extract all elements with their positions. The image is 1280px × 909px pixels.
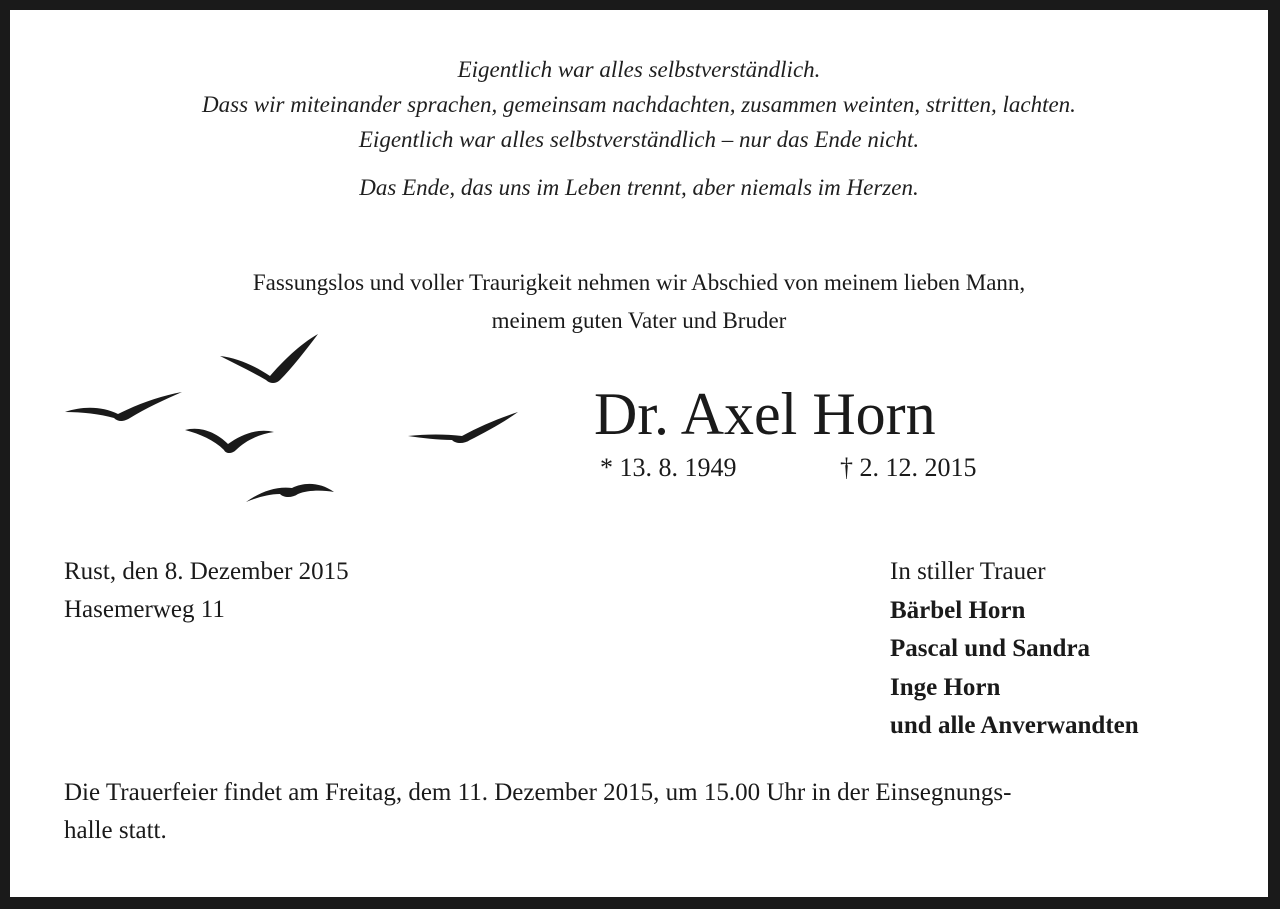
intro-line: meinem guten Vater und Bruder	[491, 308, 787, 333]
flying-birds-icon	[60, 322, 530, 522]
poem-line: Eigentlich war alles selbstverständlich – nur das Ende nicht.	[358, 127, 920, 152]
bird-icon	[246, 484, 334, 502]
bird-icon	[185, 429, 274, 453]
mourners-list	[890, 553, 1139, 746]
place-and-address	[64, 553, 349, 629]
poem-line: Das Ende, das uns im Leben trennt, aber niemals im Herzen.	[359, 175, 919, 200]
deceased-name: Dr. Axel Horn	[594, 381, 936, 447]
intro-line: Fassungslos und voller Traurigkeit nehmen wir Abschied von meinem lieben Mann,	[252, 270, 1026, 295]
poem-stanza	[10, 52, 1268, 157]
bird-icon	[65, 392, 182, 421]
poem-line: Dass wir miteinander sprachen, gemeinsam nachdachten, zusammen weinten, stritten, lachten.	[202, 92, 1076, 117]
bird-icon	[220, 334, 318, 383]
mourner-name: Bärbel Horn	[890, 596, 1026, 624]
mourner-name: und alle Anverwandten	[890, 712, 1139, 739]
ceremony-line: Die Trauerfeier findet am Freitag, dem 11. Dezember 2015, um 15.00 Uhr in der Einsegnungs-	[64, 779, 1012, 806]
mourning-heading: In stiller Trauer	[890, 558, 1046, 585]
ceremony-line: halle statt.	[64, 817, 167, 844]
street-address: Hasemerweg 11	[64, 596, 225, 623]
poem-line: Eigentlich war alles selbstverständlich.	[457, 57, 821, 82]
place-date: Rust, den 8. Dezember 2015	[64, 558, 349, 585]
funeral-ceremony-info	[64, 774, 1224, 850]
poem-closing	[10, 170, 1268, 205]
mourner-name: Pascal und Sandra	[890, 635, 1091, 662]
obituary-notice	[10, 10, 1268, 897]
mourner-name: Inge Horn	[890, 673, 1001, 701]
death-date: † 2. 12. 2015	[840, 453, 977, 482]
birth-date: * 13. 8. 1949	[600, 453, 737, 482]
bird-icon	[408, 412, 518, 443]
